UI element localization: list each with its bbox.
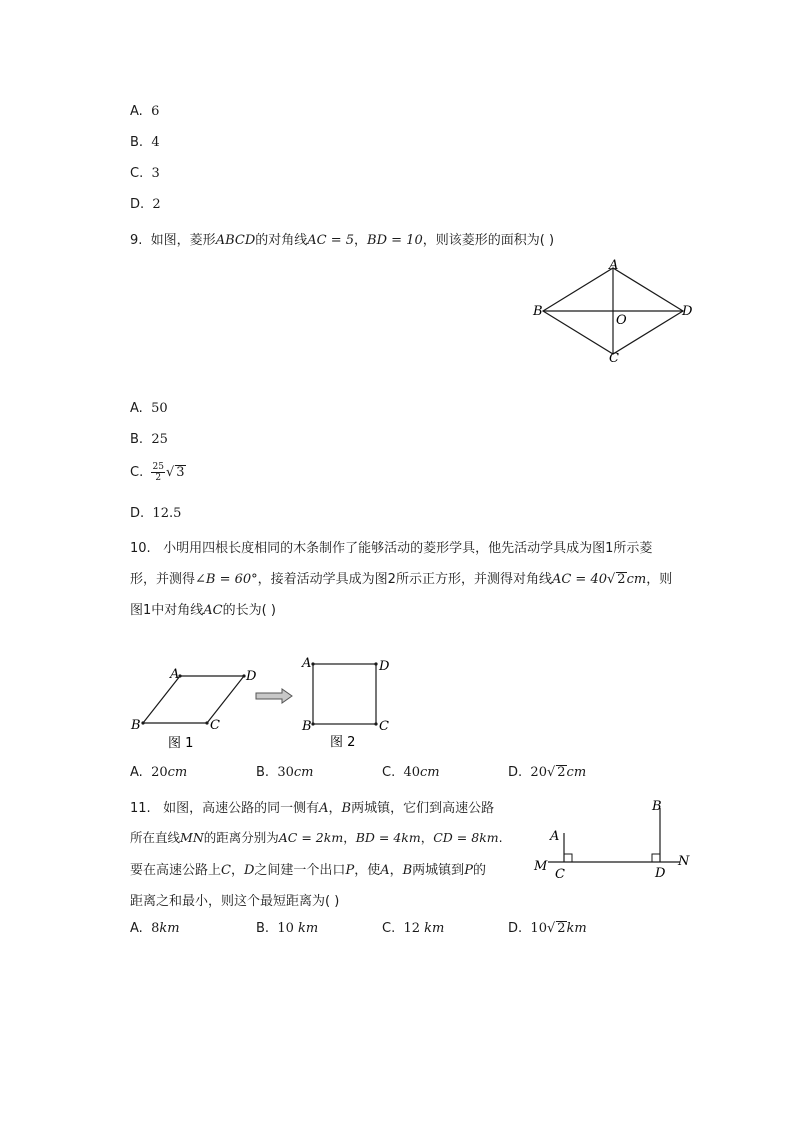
q8-option-a: A. 6	[130, 104, 160, 119]
label-b: B	[533, 304, 543, 319]
q9-option-c: C. $\frac{25}{2}$ √ 3	[130, 462, 185, 483]
q10-figures	[126, 650, 416, 755]
fig1-rhombus	[143, 676, 244, 723]
label-a: A	[609, 258, 619, 273]
label-a: A	[550, 829, 560, 844]
q11-option-b: B. 10 km	[256, 921, 319, 936]
q11-stem-line2: 所在直线MN的距离分别为AC = 2km，BD = 4km，CD = 8km.	[130, 830, 503, 845]
q9-option-d: D. 12.5	[130, 506, 182, 521]
q11-stem-line1: 11. 如图，高速公路的同一侧有A，B两城镇，它们到高速公路	[130, 801, 495, 816]
label-d: D	[682, 304, 693, 319]
fig2-label-d: D	[379, 659, 390, 674]
fig2-label-c: C	[379, 719, 389, 734]
q11-option-a: A. 8km	[130, 921, 180, 936]
fig1-label-c: C	[210, 718, 220, 733]
q11-stem-line3: 要在高速公路上C，D之间建一个出口P，使A，B两城镇到P的	[130, 863, 486, 878]
fig1-label-b: B	[131, 718, 141, 733]
q9-option-a: A. 50	[130, 401, 168, 416]
right-angle-d	[652, 854, 660, 862]
fig1-label-a: A	[170, 667, 180, 682]
label-c: C	[555, 867, 565, 882]
q8-option-b: B. 4	[130, 135, 160, 150]
q10-stem-line2: 形，并测得∠B = 60°，接着活动学具成为图2所示正方形，并测得对角线AC = 40√ 2cm，则	[130, 572, 673, 587]
q10-option-b: B. 30cm	[256, 765, 314, 780]
q9-stem: 9. 如图，菱形ABCD的对角线AC = 5，BD = 10，则该菱形的面积为( )	[130, 233, 555, 248]
fig1-label-d: D	[246, 669, 257, 684]
label-c: C	[609, 351, 619, 366]
transform-arrow-icon	[256, 689, 292, 703]
fig2-square	[313, 664, 376, 724]
right-angle-c	[564, 854, 572, 862]
q8-option-d: D. 2	[130, 197, 161, 212]
q10-stem-line1: 10. 小明用四根长度相同的木条制作了能够活动的菱形学具，他先活动学具成为图1所示菱	[130, 541, 653, 556]
fig2-label-a: A	[302, 656, 312, 671]
fig1-caption: 图 1	[168, 736, 194, 751]
label-b: B	[652, 799, 662, 814]
label-o: O	[616, 313, 627, 328]
q10-option-d: D. 20√ 2cm	[508, 765, 587, 780]
q11-option-d: D. 10√ 2km	[508, 921, 587, 936]
q11-option-c: C. 12 km	[382, 921, 445, 936]
label-m: M	[534, 859, 548, 874]
q10-option-c: C. 40cm	[382, 765, 440, 780]
label-n: N	[678, 854, 690, 869]
q11-stem-line4: 距离之和最小，则这个最短距离为( )	[130, 894, 340, 909]
q9-rhombus-figure	[530, 258, 700, 368]
q9-option-b: B. 25	[130, 432, 168, 447]
q8-option-c: C. 3	[130, 166, 160, 181]
fig2-caption: 图 2	[330, 735, 356, 750]
q11-highway-figure	[528, 795, 698, 885]
q10-stem-line3: 图1中对角线AC的长为( )	[130, 603, 276, 618]
q10-option-a: A. 20cm	[130, 765, 188, 780]
label-d: D	[655, 866, 666, 881]
fig2-label-b: B	[302, 719, 312, 734]
